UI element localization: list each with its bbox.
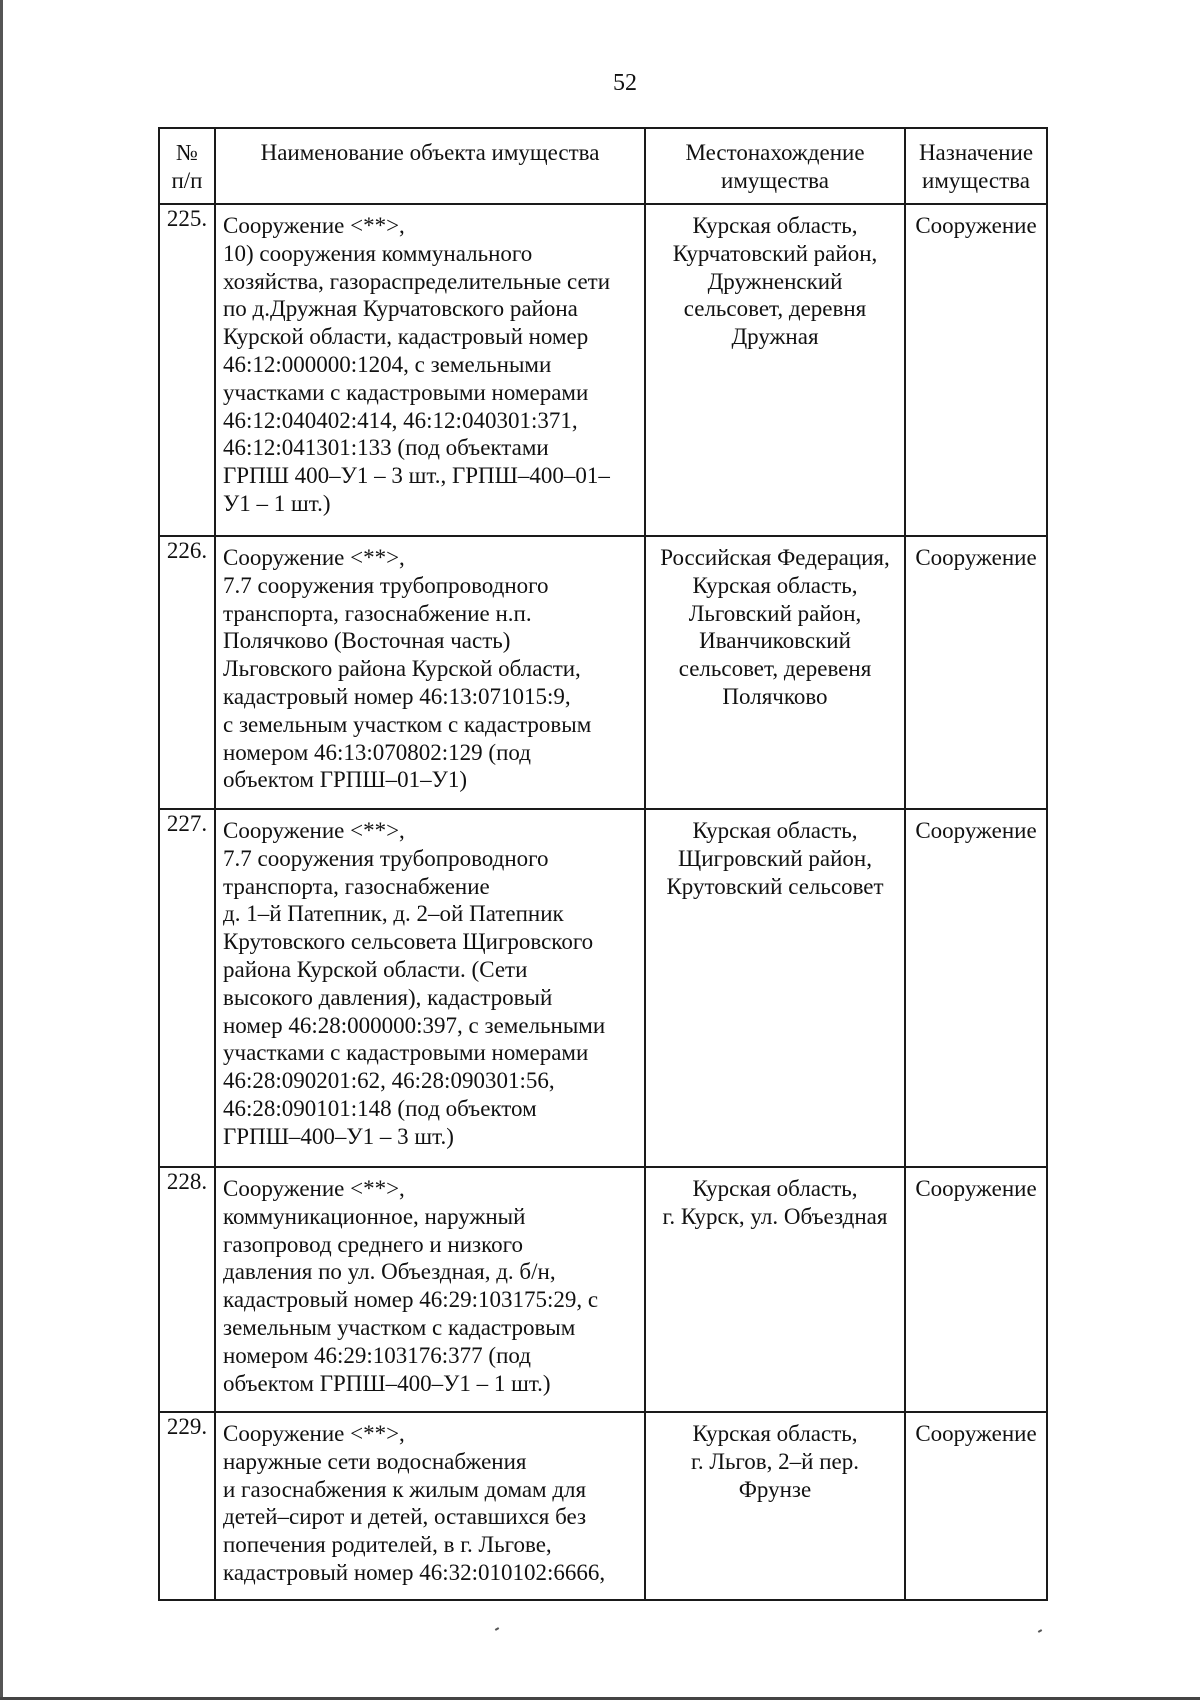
location-line: г. Курск, ул. Объездная [662, 1203, 888, 1229]
location-line: Дружная [731, 324, 819, 350]
scan-speck [1038, 1629, 1042, 1633]
object-name-line: кадастровый номер 46:13:071015:9, [223, 683, 571, 709]
object-name-line: номером 46:13:070802:129 (под [223, 739, 531, 765]
location-line: Иванчиковский [699, 628, 851, 654]
location-cell [645, 1412, 905, 1600]
location-line: г. Льгов, 2–й пер. [691, 1448, 859, 1474]
purpose-cell: Сооружение [905, 204, 1047, 536]
row-number: 226. [159, 536, 215, 809]
object-name-line: 46:12:041301:133 (под объектами [223, 435, 549, 461]
object-name-line: объектом ГРПШ–400–У1 – 1 шт.) [223, 1370, 551, 1396]
row-number: 225. [159, 204, 215, 536]
object-name-line: Сооружение <**>, [223, 1421, 405, 1446]
location-line: Курская область, [692, 1421, 858, 1446]
object-name-line: участками с кадастровыми номерами [223, 1040, 589, 1066]
location-cell [645, 536, 905, 809]
object-name-line: ГРПШ 400–У1 – 3 шт., ГРПШ–400–01– [223, 463, 610, 489]
object-name-line: У1 – 1 шт.) [223, 490, 331, 516]
object-name-line: с земельным участком с кадастровым [223, 711, 592, 737]
object-name-cell [215, 1412, 645, 1600]
object-name-line: номер 46:28:000000:397, с земельными [223, 1012, 606, 1038]
object-name-line: газопровод среднего и низкого [223, 1231, 523, 1257]
object-name-line: Сооружение <**>, [223, 213, 405, 238]
object-name-line: Сооружение <**>, [223, 545, 405, 570]
object-name-line: 10) сооружения коммунального [223, 240, 533, 266]
location-line: Курская область, [692, 818, 858, 843]
location-line: Российская Федерация, [660, 545, 890, 570]
object-name-cell [215, 1167, 645, 1412]
object-name-line: номером 46:29:103176:377 (под [223, 1342, 531, 1368]
object-name-line: давления по ул. Объездная, д. б/н, [223, 1259, 556, 1285]
purpose-cell: Сооружение [905, 1412, 1047, 1600]
header-number: № п/п [159, 128, 215, 204]
object-name-line: высокого давления), кадастровый [223, 984, 553, 1010]
object-name-line: наружные сети водоснабжения [223, 1448, 527, 1474]
object-name-line: коммуникационное, наружный [223, 1203, 526, 1229]
object-name-line: транспорта, газоснабжение [223, 873, 490, 899]
location-line: Дружненский [707, 268, 843, 294]
object-name-line: кадастровый номер 46:29:103175:29, с [223, 1287, 599, 1313]
purpose-cell: Сооружение [905, 536, 1047, 809]
object-name-line: хозяйства, газораспределительные сети [223, 268, 611, 294]
location-line: Курская область, [692, 213, 858, 238]
object-name-cell [215, 536, 645, 809]
location-line: Крутовский сельсовет [666, 873, 884, 899]
scan-speck [495, 1627, 499, 1631]
location-line: сельсовет, деревня [683, 296, 867, 322]
object-name-line: участками с кадастровыми номерами [223, 379, 589, 405]
object-name-line: транспорта, газоснабжение н.п. [223, 600, 532, 626]
page-number: 52 [613, 70, 637, 96]
table-header-row [159, 128, 1047, 204]
location-line: Полячково [722, 683, 828, 709]
object-name-line: д. 1–й Патепник, д. 2–ой Патепник [223, 901, 564, 927]
object-name-line: и газоснабжения к жилым домам для [223, 1476, 587, 1502]
table-row [159, 536, 1047, 809]
table-row [159, 809, 1047, 1167]
object-name-line: кадастровый номер 46:32:010102:6666, [223, 1559, 606, 1585]
scan-left-edge [0, 0, 3, 1700]
object-name-cell [215, 809, 645, 1167]
location-line: Курская область, [692, 572, 858, 598]
location-line: сельсовет, деревеня [678, 656, 872, 682]
table-row [159, 1412, 1047, 1600]
row-number: 227. [159, 809, 215, 1167]
object-name-line: 46:28:090101:148 (под объектом [223, 1095, 537, 1121]
object-name-line: ГРПШ–400–У1 – 3 шт.) [223, 1123, 454, 1149]
object-name-line: 46:28:090201:62, 46:28:090301:56, [223, 1068, 555, 1094]
location-cell [645, 204, 905, 536]
purpose-cell: Сооружение [905, 1167, 1047, 1412]
object-name-line: 7.7 сооружения трубопроводного [223, 572, 549, 598]
row-number: 228. [159, 1167, 215, 1412]
object-name-line: Крутовского сельсовета Щигровского [223, 929, 594, 955]
location-line: Фрунзе [738, 1476, 812, 1502]
location-line: Курская область, [692, 1176, 858, 1201]
object-name-cell [215, 204, 645, 536]
location-cell [645, 809, 905, 1167]
location-line: Щигровский район, [678, 845, 872, 871]
object-name-line: земельным участком с кадастровым [223, 1314, 576, 1340]
object-name-line: попечения родителей, в г. Льгове, [223, 1532, 552, 1558]
object-name-line: по д.Дружная Курчатовского района [223, 296, 578, 322]
property-table [158, 127, 1048, 1601]
header-purpose: Назначение имущества [905, 128, 1047, 204]
object-name-line: детей–сирот и детей, оставшихся без [223, 1504, 587, 1530]
table-row [159, 204, 1047, 536]
header-object-name: Наименование объекта имущества [215, 128, 645, 204]
object-name-line: Сооружение <**>, [223, 818, 405, 843]
location-line: Курчатовский район, [672, 240, 878, 266]
object-name-line: района Курской области. (Сети [223, 956, 528, 982]
header-location: Местонахождение имущества [645, 128, 905, 204]
object-name-line: Полячково (Восточная часть) [223, 628, 511, 654]
object-name-line: Курской области, кадастровый номер [223, 324, 589, 350]
object-name-line: Сооружение <**>, [223, 1176, 405, 1201]
location-cell [645, 1167, 905, 1412]
location-line: Льговский район, [688, 600, 862, 626]
purpose-cell: Сооружение [905, 809, 1047, 1167]
table-row [159, 1167, 1047, 1412]
row-number: 229. [159, 1412, 215, 1600]
object-name-line: 46:12:040402:414, 46:12:040301:371, [223, 407, 578, 433]
object-name-line: 46:12:000000:1204, с земельными [223, 351, 552, 377]
object-name-line: 7.7 сооружения трубопроводного [223, 845, 549, 871]
object-name-line: Льговского района Курской области, [223, 656, 581, 682]
object-name-line: объектом ГРПШ–01–У1) [223, 767, 468, 793]
